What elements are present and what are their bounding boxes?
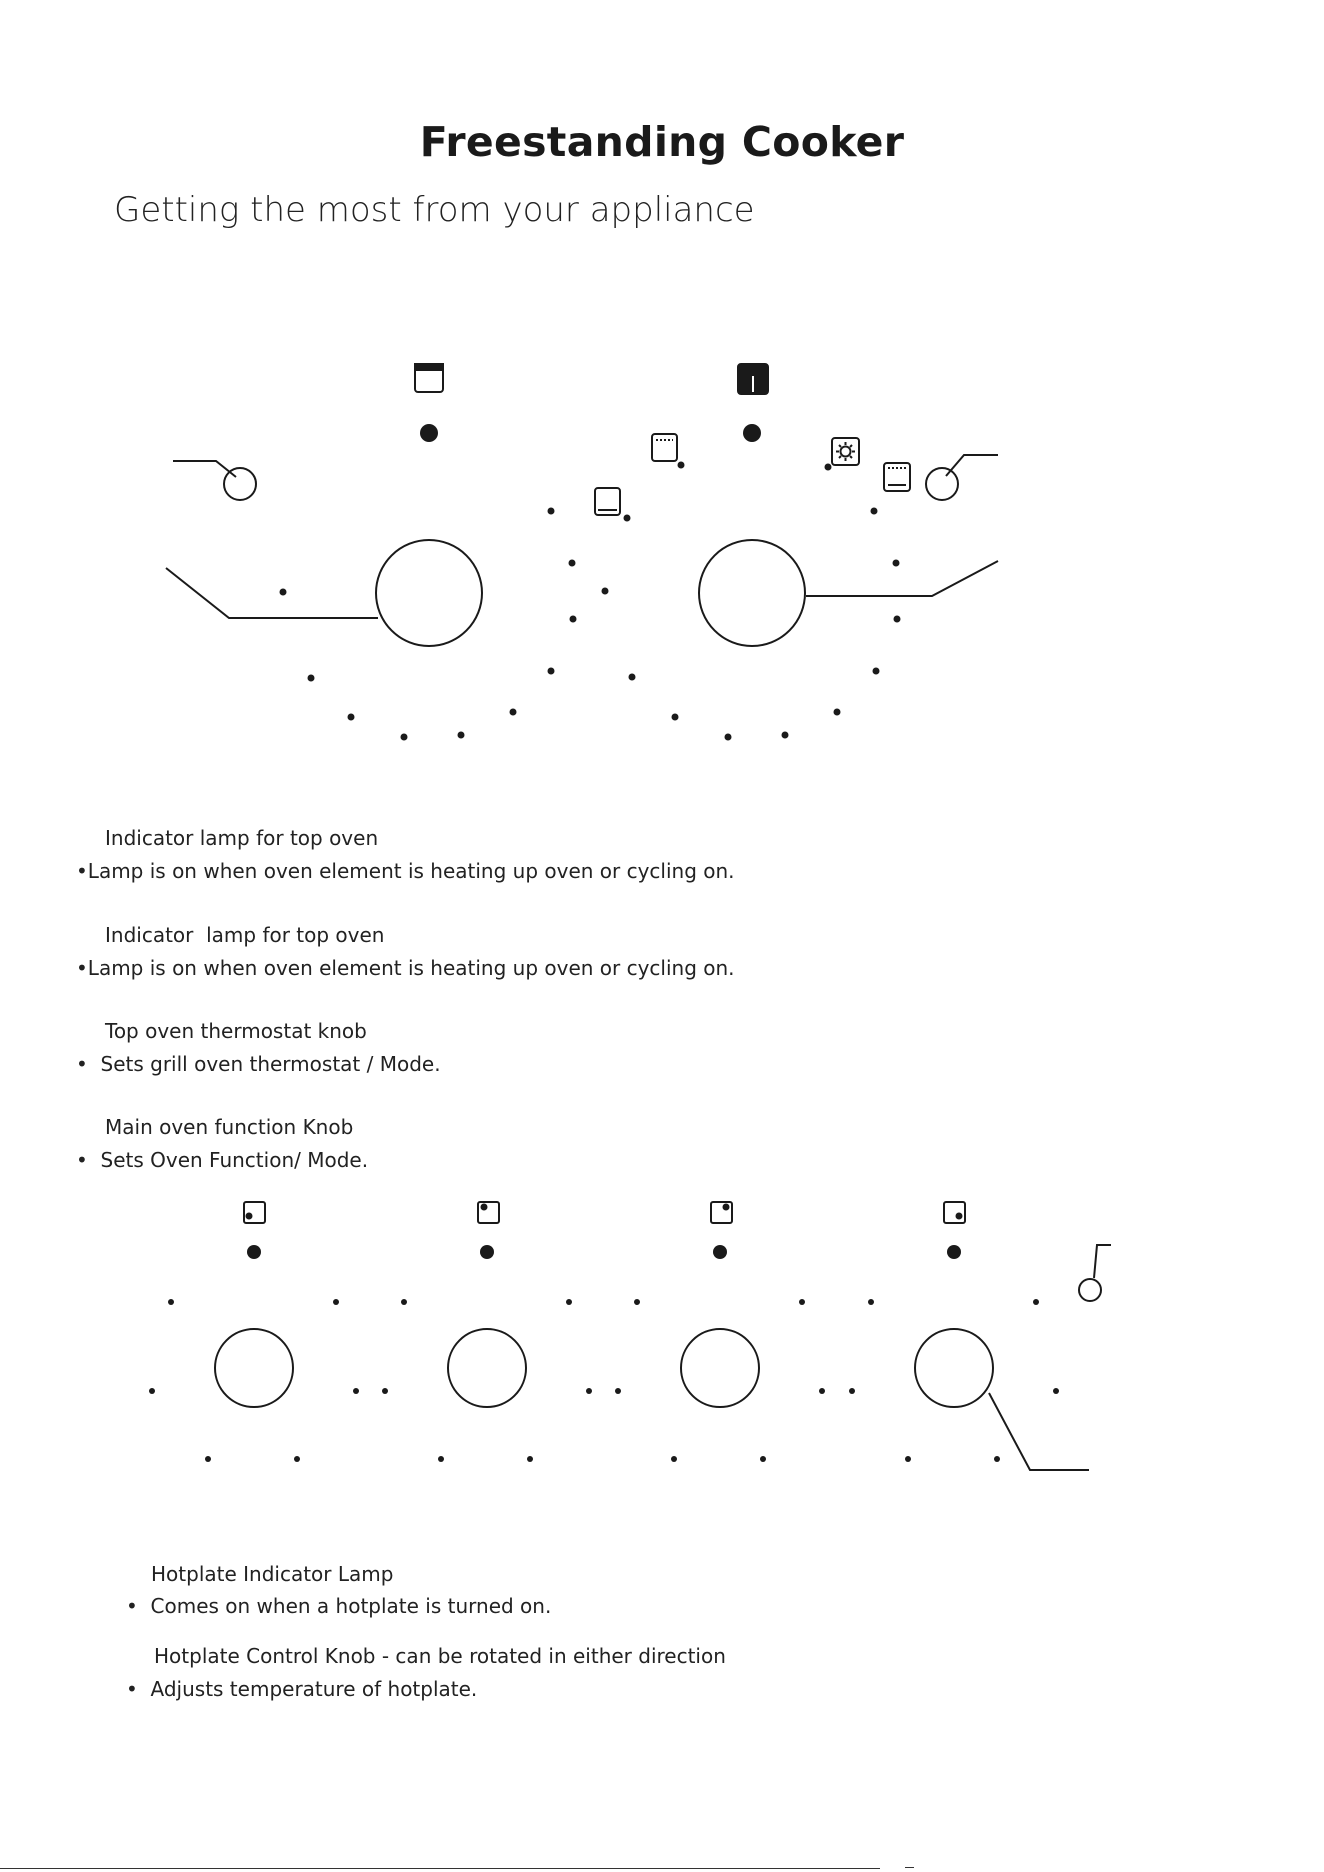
description-heading: Top oven thermostat knob (105, 1019, 367, 1043)
top-oven-marker-dot (420, 424, 438, 442)
description-heading: Hotplate Control Knob - can be rotated in either direction (154, 1644, 726, 1668)
footer-tick (905, 1867, 914, 1868)
description-bullet: • Sets Oven Function/ Mode. (76, 1148, 369, 1172)
hotplate-knob-3 (681, 1329, 759, 1407)
description-bullet: • Sets grill oven thermostat / Mode. (76, 1052, 441, 1076)
leader-line-left-knob (166, 568, 378, 618)
description-heading: Hotplate Indicator Lamp (151, 1562, 394, 1586)
hotplate-indicator-lamp (1079, 1279, 1101, 1301)
description-heading: Main oven function Knob (105, 1115, 354, 1139)
rear-left-hotplate-icon (244, 1202, 265, 1223)
hotplate-knob-1 (215, 1329, 293, 1407)
top-oven-indicator-lamp (224, 468, 256, 500)
main-oven-marker-dot (743, 424, 761, 442)
oven-function-icon-1 (652, 434, 677, 461)
description-bullet: • Adjusts temperature of hotplate. (126, 1677, 478, 1701)
page-subtitle: Getting the most from your appliance (114, 190, 755, 230)
description-bullet: •Lamp is on when oven element is heating up oven or cycling on. (76, 956, 735, 980)
hotplate-knob-2 (448, 1329, 526, 1407)
hotplate-control-panel-diagram (0, 1190, 1324, 1490)
top-oven-thermostat-knob (376, 540, 482, 646)
oven-function-icon-3 (884, 463, 910, 491)
leader-line-hotplate-knob (989, 1393, 1089, 1470)
oven-function-icon-2 (595, 488, 620, 515)
oven-control-panel-diagram (0, 340, 1324, 760)
leader-line-right-knob (806, 561, 998, 596)
main-oven-function-knob (699, 540, 805, 646)
top-oven-icon (415, 364, 443, 392)
hotplate-marker-dot-1 (247, 1245, 261, 1259)
front-right-hotplate-icon (944, 1202, 965, 1223)
leader-line-hotplate-lamp (1094, 1245, 1111, 1278)
description-heading: Indicator lamp for top oven (105, 923, 385, 947)
hotplate-marker-dot-4 (947, 1245, 961, 1259)
description-heading: Indicator lamp for top oven (105, 826, 379, 850)
hotplate-marker-dot-3 (713, 1245, 727, 1259)
hotplate-knob-4 (915, 1329, 993, 1407)
hotplate-marker-dot-2 (480, 1245, 494, 1259)
main-oven-icon (738, 364, 768, 394)
page-title: Freestanding Cooker (419, 118, 905, 166)
main-oven-indicator-lamp (926, 468, 958, 500)
footer-rule (0, 1868, 880, 1869)
description-bullet: •Lamp is on when oven element is heating up oven or cycling on. (76, 859, 735, 883)
description-bullet: • Comes on when a hotplate is turned on. (126, 1594, 552, 1618)
oven-light-icon (832, 438, 859, 465)
